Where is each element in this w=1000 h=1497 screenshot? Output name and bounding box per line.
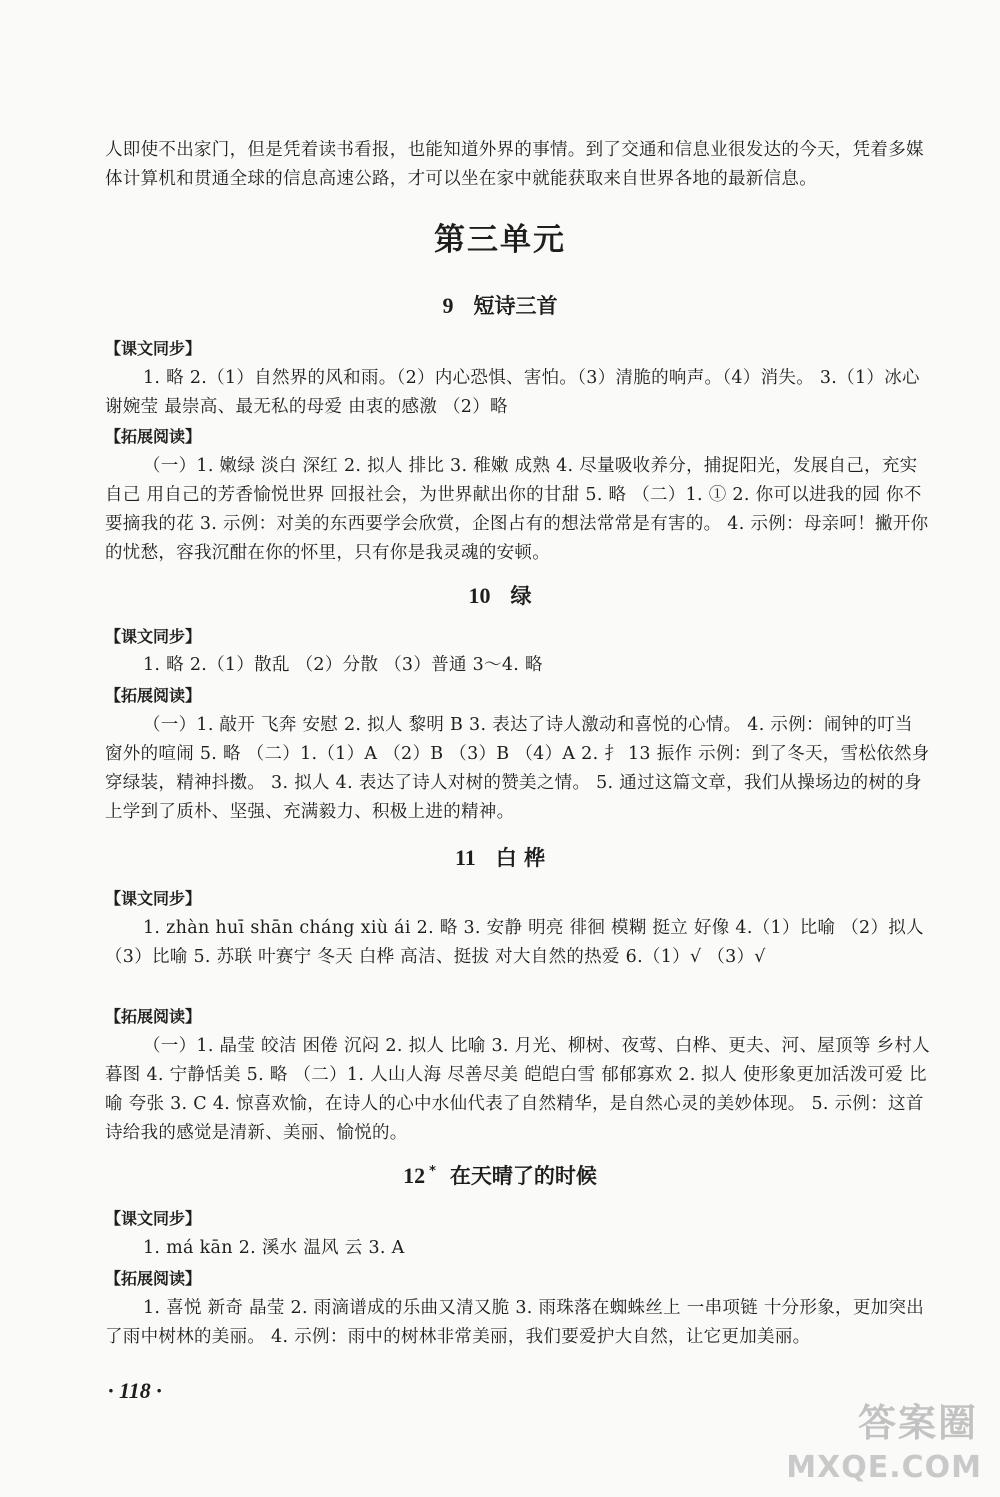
optional-star: * [429, 1164, 436, 1179]
lesson-number: 12 [403, 1163, 426, 1188]
lesson-11-read-text: （一）1. 晶莹 皎洁 困倦 沉闷 2. 拟人 比喻 3. 月光、柳树、夜莺、白桦、更夫、河、屋顶等 乡村人暮图 4. 宁静恬美 5. 略 （二）1. 人山人海 尽善尽美 皑皑白雪 郁郁寡欢 2. 拟人 使形象更加活泼可爱 比喻 夸张 3. C 4. 惊喜欢愉，在诗人的心中水仙代表了自然精华，是自然心灵的美妙体现。 5. 示例：这首诗给我的感觉是清新、美丽、愉悦的。 [105, 1036, 930, 1143]
lesson-10-sync-text: 1. 略 2.（1）散乱 （2）分散 （3）普通 3～4. 略 [143, 655, 543, 675]
lesson-11-title [0, 842, 1000, 872]
intro-paragraph: 人即使不出家门，但是凭着读书看报，也能知道外界的事情。到了交通和信息业很发达的今天，凭着多媒体计算机和贯通全球的信息高速公路，才可以坐在家中就能获取来自世界各地的最新信息。 [105, 140, 924, 189]
watermark [786, 1395, 982, 1485]
lesson-number: 10 [468, 583, 491, 608]
watermark-logo: 答案圈 [857, 1401, 978, 1445]
lesson-number: 11 [454, 845, 476, 870]
lesson-12-sync-text: 1. má kān 2. 溪水 温风 云 3. A [143, 1238, 405, 1258]
lesson-12-read-label: 【拓展阅读】 [105, 1269, 202, 1288]
unit-title: 第三单元 [434, 222, 566, 258]
lesson-12-title [0, 1160, 1000, 1190]
page-number: · 118 · [108, 1378, 162, 1403]
lesson-11-sync-label: 【课文同步】 [105, 889, 202, 908]
lesson-11-read-label: 【拓展阅读】 [105, 1007, 202, 1026]
lesson-10-title [0, 580, 1000, 610]
lesson-9-sync-label: 【课文同步】 [105, 339, 202, 358]
lesson-10-sync-label: 【课文同步】 [105, 627, 202, 646]
lesson-9-title [0, 290, 1000, 320]
lesson-name: 白 桦 [495, 846, 546, 870]
lesson-name: 短诗三首 [473, 294, 558, 318]
lesson-9-sync-text: 1. 略 2.（1）自然界的风和雨。（2）内心恐惧、害怕。（3）清脆的响声。（4）消失。 3.（1）冰心 谢婉莹 最崇高、最无私的母爱 由衷的感激 （2）略 [105, 368, 920, 417]
lesson-10-read-label: 【拓展阅读】 [105, 686, 202, 705]
lesson-12-read-text: 1. 喜悦 新奇 晶莹 2. 雨滴谱成的乐曲又清又脆 3. 雨珠落在蜘蛛丝上 一串项链 十分形象，更加突出了雨中树林的美丽。 4. 示例：雨中的树林非常美丽，我们要爱护大自然，让它更加美丽。 [105, 1298, 925, 1347]
lesson-name: 在天晴了的时候 [449, 1164, 597, 1188]
lesson-9-read-label: 【拓展阅读】 [105, 427, 202, 446]
lesson-name: 绿 [510, 584, 532, 608]
lesson-11-sync-text: 1. zhàn huī shān cháng xiù ái 2. 略 3. 安静 明亮 徘徊 模糊 挺立 好像 4.（1）比喻 （2）拟人 （3）比喻 5. 苏联 叶赛宁 冬天 白桦 高洁、挺拔 对大自然的热爱 6.（1）√ （3）√ [105, 918, 924, 967]
lesson-12-sync-label: 【课文同步】 [105, 1209, 202, 1228]
lesson-10-read-text: （一）1. 敲开 飞奔 安慰 2. 拟人 黎明 B 3. 表达了诗人激动和喜悦的心情。 4. 示例：闹钟的叮当 窗外的喧闹 5. 略 （二）1.（1）A （2）B （3）B （4）A 2. 扌 13 振作 示例：到了冬天，雪松依然身穿绿装，精神抖擞。 3. 拟人 4. 表达了诗人对树的赞美之情。 5. 通过这篇文章，我们从操场边的树的身上学到了质朴、坚强、充满毅力、积极上进的精神。 [105, 715, 930, 822]
lesson-number: 9 [442, 293, 454, 318]
lesson-9-read-text: （一）1. 嫩绿 淡白 深红 2. 拟人 排比 3. 稚嫩 成熟 4. 尽量吸收养分，捕捉阳光，发展自己，充实自己 用自己的芳香愉悦世界 回报社会，为世界献出你的甘甜 5. 略 （二）1. ① 2. 你可以进我的园 你不要摘我的花 3. 示例：对美的东西要学会欣赏，企图占有的想法常常是有害的。 4. 示例：母亲呵！撇开你的忧愁，容我沉酣在你的怀里，只有你是我灵魂的安顿。 [105, 456, 929, 563]
watermark-text: MXQE.COM [786, 1450, 982, 1485]
